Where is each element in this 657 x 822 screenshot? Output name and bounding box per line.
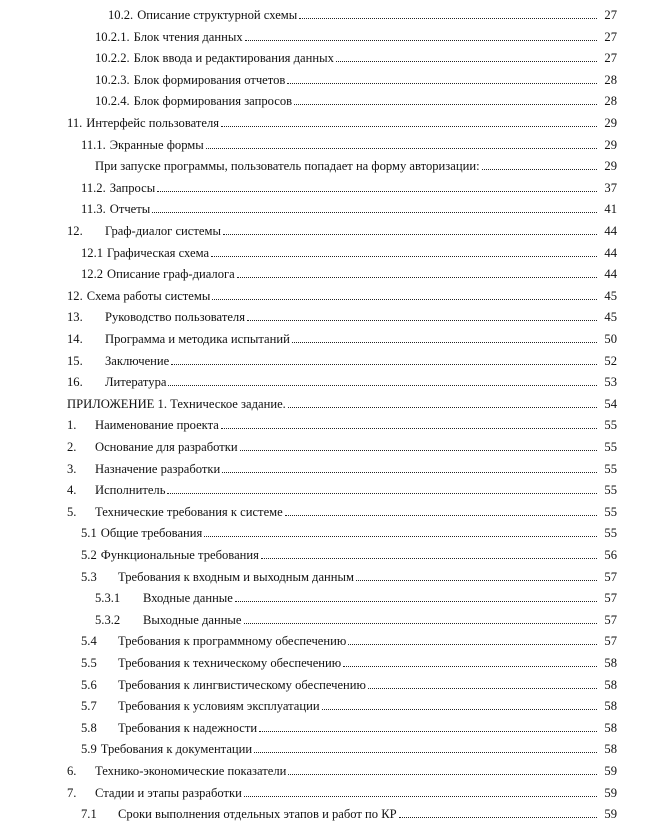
dot-leader xyxy=(399,817,597,818)
dot-leader xyxy=(171,364,597,365)
dot-leader xyxy=(204,536,597,537)
toc-entry-number: 3. xyxy=(67,461,77,476)
toc-entry-title: Блок формирования запросов xyxy=(133,94,293,109)
dot-leader xyxy=(235,601,597,602)
toc-entry-number: 5.5 xyxy=(81,656,97,670)
toc-entry-title: Общие требования xyxy=(100,526,203,541)
toc-entry-title: При запуске программы, пользователь попадает на форму авторизации: xyxy=(95,159,480,174)
toc-entry-page-number: 45 xyxy=(604,288,617,303)
toc-entry-page-number: 59 xyxy=(604,764,617,778)
dot-leader xyxy=(259,731,597,732)
toc-entry-title: Описание граф-диалога xyxy=(107,267,235,282)
dot-leader xyxy=(211,256,597,257)
toc-entry-number: 7.1 xyxy=(81,807,97,822)
toc-entry-title: Требования к надежности xyxy=(118,720,258,735)
toc-entry-number: 10.2. xyxy=(108,8,134,22)
toc-entry-page-number: 55 xyxy=(604,526,617,541)
dot-leader xyxy=(152,212,597,213)
toc-entry[interactable] xyxy=(0,542,657,563)
toc-entry-title: Технические требования к системе xyxy=(95,504,283,519)
toc-entry-number: 5.1 xyxy=(81,526,97,541)
toc-entry-title: Экранные формы xyxy=(109,137,204,152)
dot-leader xyxy=(244,623,598,624)
toc-entry[interactable] xyxy=(0,607,657,628)
dot-leader xyxy=(206,148,597,149)
dot-leader xyxy=(247,320,597,321)
toc-entry-number: 5.9 xyxy=(81,742,97,757)
dot-leader xyxy=(287,83,597,84)
toc-entry[interactable] xyxy=(0,715,657,736)
toc-entry[interactable] xyxy=(0,693,657,714)
toc-entry-number: 12. xyxy=(67,288,83,303)
toc-entry[interactable] xyxy=(0,196,657,217)
toc-entry-title: Требования к документации xyxy=(100,742,253,757)
toc-entry-title: Отчеты xyxy=(109,202,151,217)
toc-entry-page-number: 55 xyxy=(604,418,617,433)
toc-entry-title: Блок ввода и редактирования данных xyxy=(133,51,334,66)
toc-entry-page-number: 57 xyxy=(604,634,617,649)
toc-entry-title: Требования к входным и выходным данным xyxy=(118,569,354,584)
toc-entry[interactable] xyxy=(0,564,657,585)
toc-entry-page-number: 28 xyxy=(604,72,617,87)
toc-entry-title: Графическая схема xyxy=(107,245,210,260)
toc-entry[interactable] xyxy=(0,218,657,239)
toc-entry-page-number: 50 xyxy=(604,332,617,346)
toc-entry-number: 1. xyxy=(67,418,77,433)
toc-entry-title: Технико-экономические показатели xyxy=(95,764,287,778)
toc-entry-page-number: 57 xyxy=(604,569,617,584)
toc-entry[interactable] xyxy=(0,304,657,325)
toc-entry[interactable] xyxy=(0,801,657,822)
toc-entry-page-number: 45 xyxy=(604,310,617,325)
toc-entry-number: 11.2. xyxy=(81,180,106,195)
toc-entry-page-number: 27 xyxy=(604,8,617,22)
toc-entry-title: Требования к лингвистическому обеспечению xyxy=(118,677,366,692)
dot-leader xyxy=(368,688,597,689)
toc-entry[interactable] xyxy=(0,780,657,801)
toc-entry-page-number: 57 xyxy=(604,591,617,606)
toc-entry[interactable] xyxy=(0,45,657,66)
toc-entry-title: Литература xyxy=(105,375,167,390)
toc-entry-number: 10.2.2. xyxy=(95,51,130,66)
toc-entry[interactable] xyxy=(0,132,657,153)
dot-leader xyxy=(336,61,597,62)
toc-entry-number: 10.2.1. xyxy=(95,29,130,44)
dot-leader xyxy=(245,40,597,41)
dot-leader xyxy=(254,752,597,753)
toc-entry-number: 10.2.3. xyxy=(95,72,130,87)
toc-entry-title: Блок чтения данных xyxy=(133,29,243,44)
toc-entry[interactable] xyxy=(0,175,657,196)
toc-entry-page-number: 27 xyxy=(604,51,617,66)
toc-entry-title: Основание для разработки xyxy=(95,440,238,454)
toc-entry-title: Граф-диалог системы xyxy=(105,224,221,238)
toc-entry[interactable] xyxy=(0,110,657,131)
toc-entry-number: 14. xyxy=(67,332,83,346)
toc-entry-number: 5.4 xyxy=(81,634,97,649)
toc-entry-page-number: 55 xyxy=(604,461,617,476)
toc-entry[interactable] xyxy=(0,672,657,693)
toc-entry-title: Функциональные требования xyxy=(100,548,259,562)
toc-entry[interactable] xyxy=(0,456,657,477)
toc-entry-page-number: 28 xyxy=(604,94,617,109)
toc-entry-page-number: 41 xyxy=(604,202,617,217)
toc-entry-title: Исполнитель xyxy=(95,483,166,498)
toc-entry-number: 10.2.4. xyxy=(95,94,130,109)
toc-entry-page-number: 54 xyxy=(604,396,617,411)
toc-entry-title: Программа и методика испытаний xyxy=(105,332,290,346)
dot-leader xyxy=(168,385,597,386)
toc-entry-number: 15. xyxy=(67,353,83,368)
dot-leader xyxy=(292,342,597,343)
toc-entry[interactable] xyxy=(0,412,657,433)
toc-entry[interactable] xyxy=(0,153,657,174)
toc-entry-number: 7. xyxy=(67,785,77,800)
toc-entry[interactable] xyxy=(0,585,657,606)
toc-entry[interactable] xyxy=(0,499,657,520)
toc-entry[interactable] xyxy=(0,326,657,347)
toc-entry[interactable] xyxy=(0,758,657,779)
toc-entry[interactable] xyxy=(0,434,657,455)
dot-leader xyxy=(299,18,597,19)
toc-entry-title: Блок формирования отчетов xyxy=(133,72,286,87)
dot-leader xyxy=(223,234,597,235)
toc-entry-page-number: 53 xyxy=(604,375,617,390)
dot-leader xyxy=(482,169,597,170)
toc-entry[interactable] xyxy=(0,369,657,390)
toc-entry-page-number: 58 xyxy=(604,720,617,735)
toc-entry-page-number: 59 xyxy=(604,785,617,800)
toc-entry[interactable] xyxy=(0,67,657,88)
toc-entry-number: 4. xyxy=(67,483,77,498)
toc-entry-number: 5.3 xyxy=(81,569,97,584)
toc-entry-page-number: 58 xyxy=(604,699,617,714)
dot-leader xyxy=(294,104,597,105)
toc-entry-title: ПРИЛОЖЕНИЕ 1. Техническое задание. xyxy=(67,396,286,411)
toc-entry-number: 11.1. xyxy=(81,137,106,152)
toc-entry[interactable] xyxy=(0,650,657,671)
toc-entry-number: 5.2 xyxy=(81,548,97,562)
dot-leader xyxy=(285,515,597,516)
dot-leader xyxy=(212,299,597,300)
toc-entry[interactable] xyxy=(0,736,657,757)
toc-entry-page-number: 44 xyxy=(604,245,617,260)
toc-entry-title: Требования к условиям эксплуатации xyxy=(118,699,320,714)
toc-entry-number: 13. xyxy=(67,310,83,325)
toc-entry-title: Входные данные xyxy=(143,591,233,606)
toc-entry-title: Наименование проекта xyxy=(95,418,219,433)
toc-entry-number: 5.3.2 xyxy=(95,612,121,627)
toc-entry-page-number: 55 xyxy=(604,440,617,454)
toc-entry[interactable] xyxy=(0,391,657,412)
toc-entry-title: Интерфейс пользователя xyxy=(86,116,220,130)
toc-entry-number: 5.8 xyxy=(81,720,97,735)
toc-entry-number: 12.2 xyxy=(81,267,104,282)
dot-leader xyxy=(261,558,597,559)
dot-leader xyxy=(322,709,597,710)
toc-entry-number: 12. xyxy=(67,224,83,238)
toc-entry[interactable] xyxy=(0,24,657,45)
toc-entry-number: 5. xyxy=(67,504,77,519)
dot-leader xyxy=(157,191,597,192)
toc-entry[interactable] xyxy=(0,283,657,304)
toc-entry-number: 5.7 xyxy=(81,699,97,714)
toc-entry-page-number: 29 xyxy=(604,137,617,152)
toc-entry-title: Описание структурной схемы xyxy=(137,8,298,22)
toc-entry[interactable] xyxy=(0,240,657,261)
toc-entry-page-number: 29 xyxy=(604,116,617,130)
toc-entry-title: Руководство пользователя xyxy=(105,310,245,325)
dot-leader xyxy=(356,580,597,581)
toc-entry-page-number: 57 xyxy=(604,612,617,627)
dot-leader xyxy=(237,277,597,278)
toc-entry-number: 5.6 xyxy=(81,677,97,692)
toc-entry-title: Запросы xyxy=(109,180,156,195)
toc-entry[interactable] xyxy=(0,520,657,541)
toc-entry-title: Требования к техническому обеспечению xyxy=(118,656,342,670)
toc-entry-page-number: 58 xyxy=(604,656,617,670)
toc-entry-page-number: 52 xyxy=(604,353,617,368)
dot-leader xyxy=(222,472,597,473)
dot-leader xyxy=(343,666,597,667)
toc-entry-number: 16. xyxy=(67,375,83,390)
toc-entry[interactable] xyxy=(0,88,657,109)
dot-leader xyxy=(221,428,597,429)
dot-leader xyxy=(348,644,597,645)
dot-leader xyxy=(244,796,597,797)
toc-entry-title: Выходные данные xyxy=(143,612,242,627)
dot-leader xyxy=(167,493,597,494)
dot-leader xyxy=(221,126,597,127)
toc-entry-page-number: 56 xyxy=(604,548,617,562)
toc-entry-number: 5.3.1 xyxy=(95,591,121,606)
dot-leader xyxy=(240,450,597,451)
toc-entry-page-number: 29 xyxy=(604,159,617,174)
toc-entry-title: Сроки выполнения отдельных этапов и работ по КР xyxy=(118,807,397,822)
toc-entry-page-number: 27 xyxy=(604,29,617,44)
toc-entry[interactable] xyxy=(0,628,657,649)
toc-entry[interactable] xyxy=(0,2,657,23)
toc-entry-number: 12.1 xyxy=(81,245,104,260)
dot-leader xyxy=(288,774,597,775)
toc-entry-page-number: 37 xyxy=(604,180,617,195)
toc-entry-page-number: 58 xyxy=(604,677,617,692)
toc-entry-page-number: 44 xyxy=(604,267,617,282)
toc-entry-number: 11.3. xyxy=(81,202,106,217)
toc-entry-page-number: 55 xyxy=(604,483,617,498)
toc-entry-title: Заключение xyxy=(105,353,170,368)
dot-leader xyxy=(288,407,597,408)
toc-entry-number: 11. xyxy=(67,116,83,130)
toc-entry-page-number: 44 xyxy=(604,224,617,238)
toc-entry[interactable] xyxy=(0,348,657,369)
toc-entry-page-number: 58 xyxy=(604,742,617,757)
toc-entry-title: Стадии и этапы разработки xyxy=(95,785,242,800)
toc-entry-number: 6. xyxy=(67,764,77,778)
toc-entry-page-number: 55 xyxy=(604,504,617,519)
toc-entry-number: 2. xyxy=(67,440,77,454)
toc-entry-title: Требования к программному обеспечению xyxy=(118,634,347,649)
toc-entry-page-number: 59 xyxy=(604,807,617,822)
toc-entry-title: Назначение разработки xyxy=(95,461,221,476)
toc-entry[interactable] xyxy=(0,261,657,282)
toc-entry-title: Схема работы системы xyxy=(86,288,211,303)
toc-entry[interactable] xyxy=(0,477,657,498)
